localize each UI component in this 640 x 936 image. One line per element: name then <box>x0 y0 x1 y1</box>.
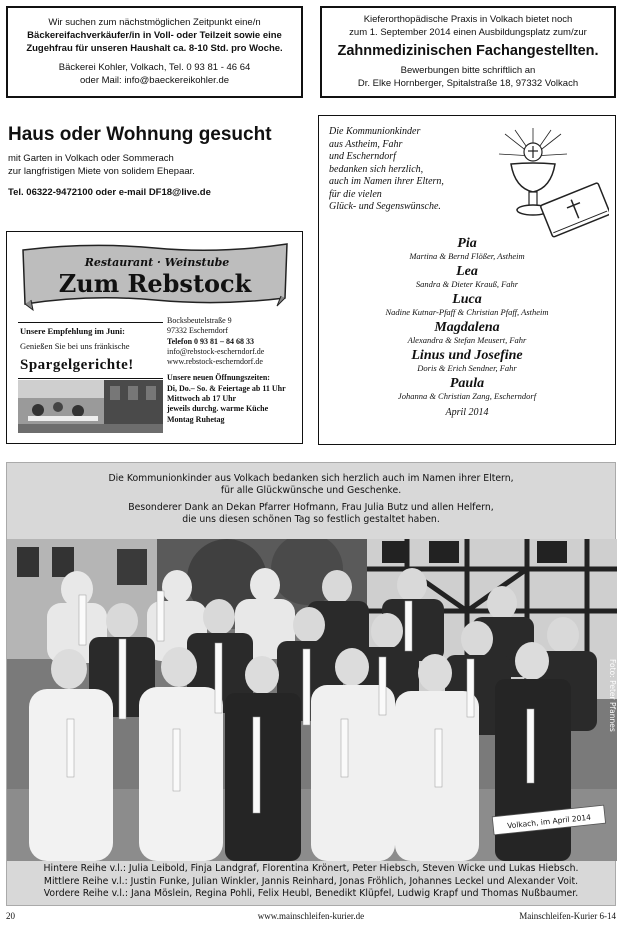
ad-kieferorthopaedie <box>320 6 616 98</box>
thanks-date: April 2014 <box>445 407 489 418</box>
email-address: info@rebstock-escherndorf.de <box>167 346 265 356</box>
address-line: 97332 Escherndorf <box>167 326 229 336</box>
page-number: 20 <box>6 911 15 921</box>
ad-contact-line: oder Mail: info@baeckereikohler.de <box>79 75 230 86</box>
volkach-kommunion-section <box>6 462 616 906</box>
child-name: Luca <box>452 292 482 307</box>
intro-line: Die Kommunionkinder <box>329 126 421 137</box>
ad-restaurant-rebstock <box>6 231 303 444</box>
child-name: Linus und Josefine <box>411 348 523 363</box>
hours-line: Di, Do.– So. & Feiertage ab 11 Uhr <box>167 383 286 393</box>
recommendation-text: Genießen Sie bei uns fränkische <box>20 341 130 351</box>
intro-line: Glück- und Segenswünsche. <box>329 201 441 212</box>
names-row: Hintere Reihe v.l.: Julia Leibold, Finja Landgraf, Florentina Krönert, Peter Hiebsch, Steven Wicke und Lukas Hiebsch. <box>43 863 579 874</box>
names-row: Vordere Reihe v.l.: Jana Möslein, Regina Pohli, Felix Heubl, Benedikt Klüpfel, Ludwig Krapf und Thomas Nußbaumer. <box>43 888 579 899</box>
address-line: Bocksbeutelstraße 9 <box>167 316 232 325</box>
chalice-bible-icon <box>485 126 609 238</box>
header-line: für alle Glückwünsche und Geschenke. <box>220 485 402 496</box>
hours-line: Montag Ruhetag <box>167 414 225 424</box>
child-name: Paula <box>449 376 485 391</box>
intro-line: auch im Namen ihrer Eltern, <box>329 176 444 187</box>
children-list <box>319 236 615 418</box>
section-header <box>7 463 615 526</box>
ad-text-line: Zugehfrau für unseren Haushalt ca. 8-10 Std. pro Woche. <box>26 43 283 54</box>
ad-text-line: mit Garten in Volkach oder Sommerach <box>8 153 174 164</box>
ad-headline: Haus oder Wohnung gesucht <box>8 124 272 145</box>
ad-text-line: zum 1. September 2014 einen Ausbildungsplatz zum/zur <box>349 26 587 38</box>
names-row: Mittlere Reihe v.l.: Justin Funke, Julian Winkler, Jannis Reinhard, Jonas Fröhlich, Johannes Leckel und Alexander Voit. <box>43 875 579 887</box>
ad-contact-line: Tel. 06322-9472100 oder e-mail DF18@live.de <box>8 187 211 198</box>
intro-line: aus Astheim, Fahr <box>329 138 403 150</box>
recommendation-title: Unsere Empfehlung im Juni: <box>20 326 125 336</box>
banner-subtitle: Restaurant · Weinstube <box>84 256 230 269</box>
recommendation-box <box>18 322 163 379</box>
hours-title: Unsere neuen Öffnungszeiten: <box>167 373 270 383</box>
child-parents: Alexandra & Stefan Meusert, Fahr <box>407 335 527 345</box>
header-line: Besonderer Dank an Dekan Pfarrer Hofmann, Frau Julia Butz und allen Helfern, <box>128 502 494 513</box>
intro-line: und Escherndorf <box>329 151 396 162</box>
child-name: Magdalena <box>434 320 500 335</box>
child-name: Pia <box>457 236 477 251</box>
photo-names <box>7 863 615 901</box>
ad-text-line: Dr. Elke Hornberger, Spitalstraße 18, 97332 Volkach <box>357 77 579 89</box>
phone-number: Telefon 0 93 81 – 84 68 33 <box>167 336 255 346</box>
ad-text-line: Wir suchen zum nächstmöglichen Zeitpunkt eine/n <box>48 17 261 28</box>
header-line: Die Kommunionkinder aus Volkach bedanken sich herzlich auch im Namen ihrer Eltern, <box>108 473 514 484</box>
photo-caption: Volkach, im April 2014 <box>506 812 592 831</box>
website-url: www.rebstock-escherndorf.de <box>167 357 263 367</box>
ad-kommunion-dank <box>318 115 616 445</box>
photo-credit: Foto: Peter Pfannes <box>608 659 617 732</box>
ad-text-line: Bäckereifachverkäufer/in in Voll- oder Teilzeit sowie eine <box>27 30 282 41</box>
restaurant-terrace-photo <box>18 380 163 433</box>
child-name: Lea <box>456 264 478 279</box>
group-photo <box>7 539 617 861</box>
header-line: die uns diesen schönen Tag so festlich gestaltet haben. <box>182 514 440 525</box>
child-parents: Sandra & Dieter Krauß, Fahr <box>415 279 519 289</box>
page-footer <box>6 911 616 925</box>
child-parents: Johanna & Christian Zang, Escherndorf <box>397 391 537 401</box>
ad-wohnung-gesucht <box>6 117 303 212</box>
ad-headline: Zahnmedizinischen Fachangestellten. <box>337 43 599 59</box>
intro-line: bedanken sich herzlich, <box>329 163 424 175</box>
restaurant-contact <box>167 316 299 425</box>
child-parents: Nadine Kutnar-Pfaff & Christian Pfaff, Astheim <box>385 307 549 317</box>
ad-text-line: Kieferorthopädische Praxis in Volkach bietet noch <box>363 14 573 25</box>
intro-line: für die vielen <box>329 188 382 200</box>
banner-title: Zum Rebstock <box>58 269 252 298</box>
ad-text-line: Bewerbungen bitte schriftlich an <box>400 65 536 76</box>
ad-text-line: zur langfristigen Miete von solidem Ehepaar. <box>8 166 195 177</box>
child-parents: Doris & Erich Sendner, Fahr <box>417 363 517 373</box>
footer-issue: Mainschleifen-Kurier 6-14 <box>519 911 616 921</box>
child-parents: Martina & Bernd Flößer, Astheim <box>409 251 525 261</box>
restaurant-banner-logo <box>19 240 291 312</box>
recommendation-highlight: Spargelgerichte! <box>20 357 134 373</box>
ad-contact-line: Bäckerei Kohler, Volkach, Tel. 0 93 81 - 46 64 <box>58 62 251 73</box>
footer-url: www.mainschleifen-kurier.de <box>257 911 365 921</box>
hours-line: Mittwoch ab 17 Uhr <box>167 394 237 404</box>
thanks-intro <box>329 126 504 214</box>
hours-line: jeweils durchg. warme Küche <box>167 404 269 414</box>
ad-baeckerei-kohler <box>6 6 303 98</box>
